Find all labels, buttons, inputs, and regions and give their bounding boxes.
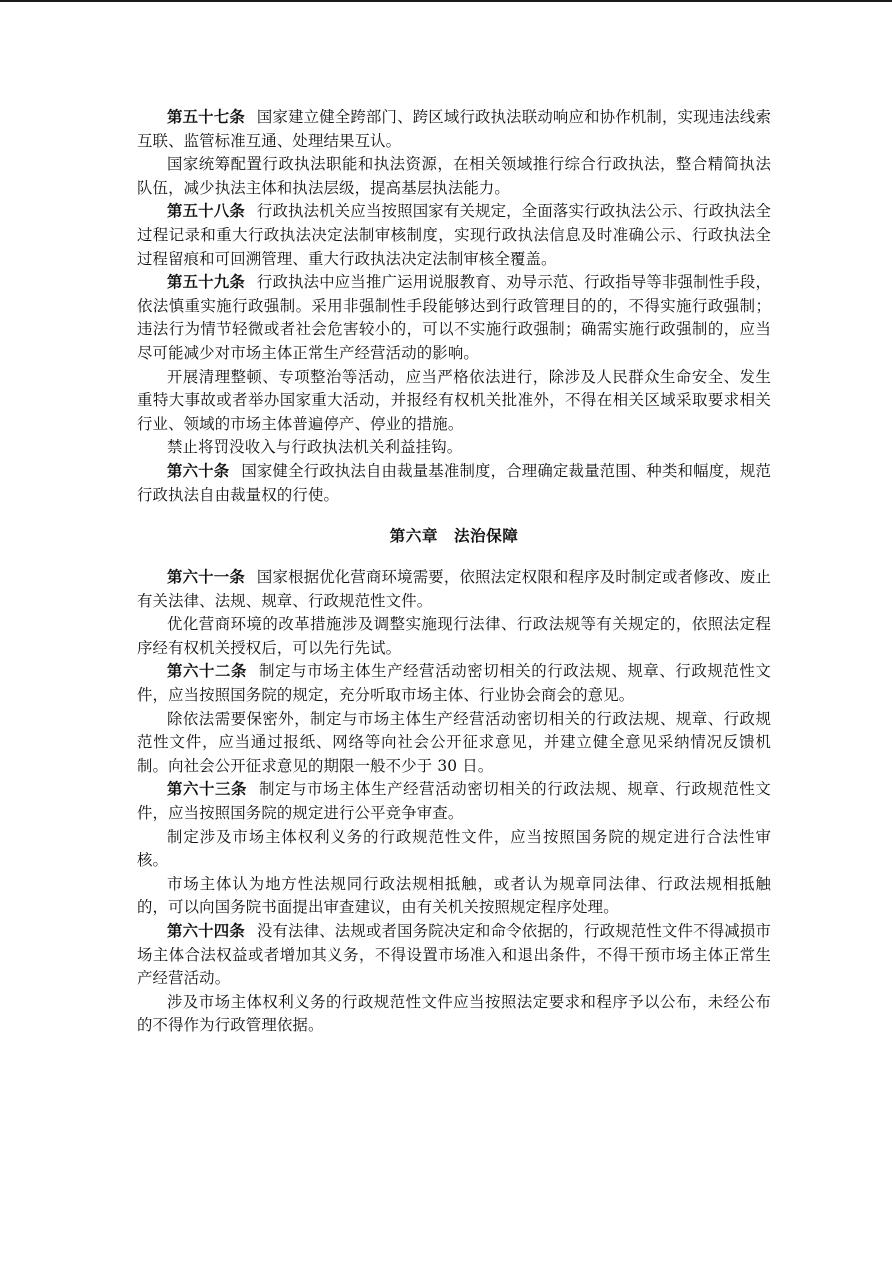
paragraph-art58 (137, 200, 771, 271)
paragraph-text: 国家建立健全跨部门、跨区域行政执法联动响应和协作机制，实现违法线索互联、监管标准互通、处理结果互认。 (137, 108, 771, 150)
paragraph-text: 国家根据优化营商环境需要，依照法定权限和程序及时制定或者修改、废止有关法律、法规、规章、行政规范性文件。 (137, 568, 771, 610)
paragraph-text: 涉及市场主体权利义务的行政规范性文件应当按照法定要求和程序予以公布，未经公布的不得作为行政管理依据。 (137, 992, 771, 1035)
paragraph-text: 优化营商环境的改革措施涉及调整实施现行法律、行政法规等有关规定的，依照法定程序经有权机关授权后，可以先行先试。 (137, 615, 771, 657)
article-number: 第六十一条 (167, 568, 245, 587)
article-number: 第六十二条 (167, 662, 248, 681)
paragraph-text: 除依法需要保密外，制定与市场主体生产经营活动密切相关的行政法规、规章、行政规范性文件，应当通过报纸、网络等向社会公开征求意见，并建立健全意见采纳情况反馈机制。向社会公开征求意见的期限一般不少于 30 日。 (137, 709, 771, 775)
paragraph-art63-2 (137, 826, 771, 873)
chapter-heading (137, 524, 771, 548)
paragraph-art60 (137, 460, 771, 507)
article-number: 第六十条 (167, 461, 230, 480)
article-number: 第五十九条 (167, 273, 245, 292)
article-number: 第六十三条 (167, 780, 248, 799)
paragraph-art59 (137, 271, 771, 365)
paragraph-art62 (137, 660, 771, 707)
paragraph-text: 行政执法中应当推广运用说服教育、劝导示范、行政指导等非强制性手段，依法慎重实施行政强制。采用非强制性手段能够达到行政管理目的的，不得实施行政强制；违法行为情节轻微或者社会危害较小的，可以不实施行政强制；确需实施行政强制的，应当尽可能减少对市场主体正常生产经营活动的影响。 (137, 273, 771, 362)
article-number: 第五十七条 (167, 108, 245, 126)
paragraph-art59-3 (137, 436, 771, 460)
paragraph-text: 没有法律、法规或者国务院决定和命令依据的，行政规范性文件不得减损市场主体合法权益或者增加其义务，不得设置市场准入和退出条件，不得干预市场主体正常生产经营活动。 (137, 922, 771, 988)
paragraph-art63-3 (137, 873, 771, 920)
paragraph-text: 制定涉及市场主体权利义务的行政规范性文件，应当按照国务院的规定进行合法性审核。 (137, 827, 771, 870)
paragraph-text: 制定与市场主体生产经营活动密切相关的行政法规、规章、行政规范性文件，应当按照国务院的规定进行公平竞争审查。 (137, 780, 771, 823)
chapter-number: 第六章 (389, 526, 438, 546)
paragraph-art57-2 (137, 153, 771, 200)
paragraph-text: 国家统筹配置行政执法职能和执法资源，在相关领域推行综合行政执法，整合精简执法队伍，减少执法主体和执法层级，提高基层执法能力。 (137, 155, 771, 197)
paragraph-art61 (137, 566, 771, 613)
paragraph-art62-2 (137, 708, 771, 779)
top-border-line (0, 0, 892, 2)
paragraph-art64-2 (137, 991, 771, 1038)
paragraph-art61-2 (137, 613, 771, 660)
document-page (137, 106, 771, 1038)
paragraph-text: 行政执法机关应当按照国家有关规定，全面落实行政执法公示、行政执法全过程记录和重大行政执法决定法制审核制度，实现行政执法信息及时准确公示、行政执法全过程留痕和可回溯管理、重大行政执法决定法制审核全覆盖。 (137, 202, 771, 268)
paragraph-art64 (137, 920, 771, 991)
paragraph-text: 市场主体认为地方性法规同行政法规相抵触，或者认为规章同法律、行政法规相抵触的，可以向国务院书面提出审查建议，由有关机关按照规定程序处理。 (137, 874, 771, 917)
paragraph-art63 (137, 778, 771, 825)
section-before (137, 106, 771, 507)
paragraph-text: 国家健全行政执法自由裁量基准制度，合理确定裁量范围、种类和幅度，规范行政执法自由裁量权的行使。 (137, 461, 771, 504)
paragraph-text: 制定与市场主体生产经营活动密切相关的行政法规、规章、行政规范性文件，应当按照国务院的规定，充分听取市场主体、行业协会商会的意见。 (137, 662, 771, 705)
chapter-title: 法治保障 (453, 526, 519, 546)
paragraph-art59-2 (137, 366, 771, 437)
section-after (137, 566, 771, 1038)
paragraph-text: 开展清理整顿、专项整治等活动，应当严格依法进行，除涉及人民群众生命安全、发生重特大事故或者举办国家重大活动，并报经有权机关批准外，不得在相关区域采取要求相关行业、领域的市场主体普遍停产、停业的措施。 (137, 367, 771, 433)
article-number: 第五十八条 (167, 202, 245, 221)
article-number: 第六十四条 (167, 922, 245, 940)
paragraph-text: 禁止将罚没收入与行政执法机关利益挂钩。 (167, 438, 463, 457)
paragraph-art57 (137, 106, 771, 153)
